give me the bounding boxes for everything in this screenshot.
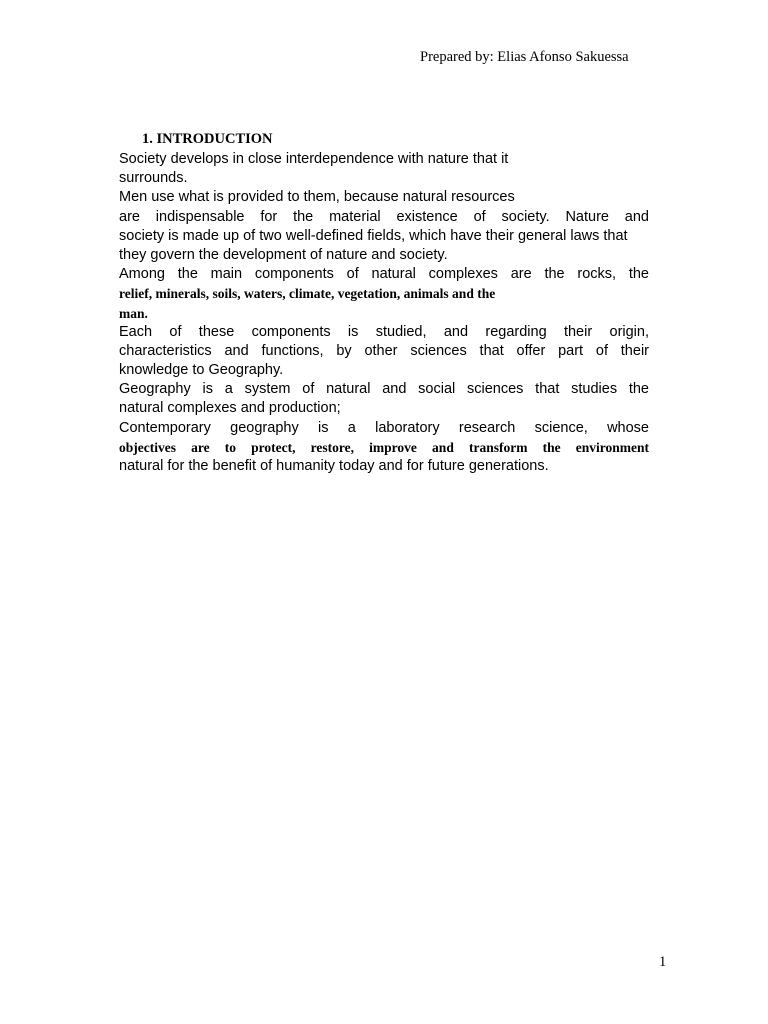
paragraph-line: surrounds. xyxy=(119,170,188,187)
document-header-author: Prepared by: Elias Afonso Sakuessa xyxy=(420,49,629,65)
paragraph-line: society is made up of two well-defined fields, which have their general laws that xyxy=(119,227,628,244)
paragraph-line: are indispensable for the material existence of society. Nature and xyxy=(119,208,649,225)
paragraph-line: natural for the benefit of humanity today and for future generations. xyxy=(119,458,549,474)
paragraph-line: Among the main components of natural complexes are the rocks, the xyxy=(119,266,649,283)
page-number: 1 xyxy=(659,954,667,970)
paragraph-line: Society develops in close interdependence with nature that it xyxy=(119,151,509,167)
paragraph-line: they govern the development of nature and society. xyxy=(119,246,448,263)
paragraph-line: knowledge to Geography. xyxy=(119,362,284,379)
paragraph-line: Men use what is provided to them, because natural resources xyxy=(119,189,515,206)
section-heading-introduction: 1. INTRODUCTION xyxy=(142,131,273,147)
paragraph-line: characteristics and functions, by other sciences that offer part of their xyxy=(119,342,649,359)
introduction-body xyxy=(119,150,649,476)
paragraph-line-bold: man. xyxy=(119,305,148,321)
paragraph-line: natural complexes and production; xyxy=(119,400,341,417)
paragraph-line: Geography is a system of natural and social sciences that studies the xyxy=(119,381,649,398)
paragraph-line-bold: objectives are to protect, restore, improve and transform the environment xyxy=(119,439,649,455)
paragraph-line: Contemporary geography is a laboratory research science, whose xyxy=(119,419,649,436)
paragraph-line: Each of these components is studied, and regarding their origin, xyxy=(119,323,649,340)
paragraph-line-bold: relief, minerals, soils, waters, climate, vegetation, animals and the xyxy=(119,286,496,302)
